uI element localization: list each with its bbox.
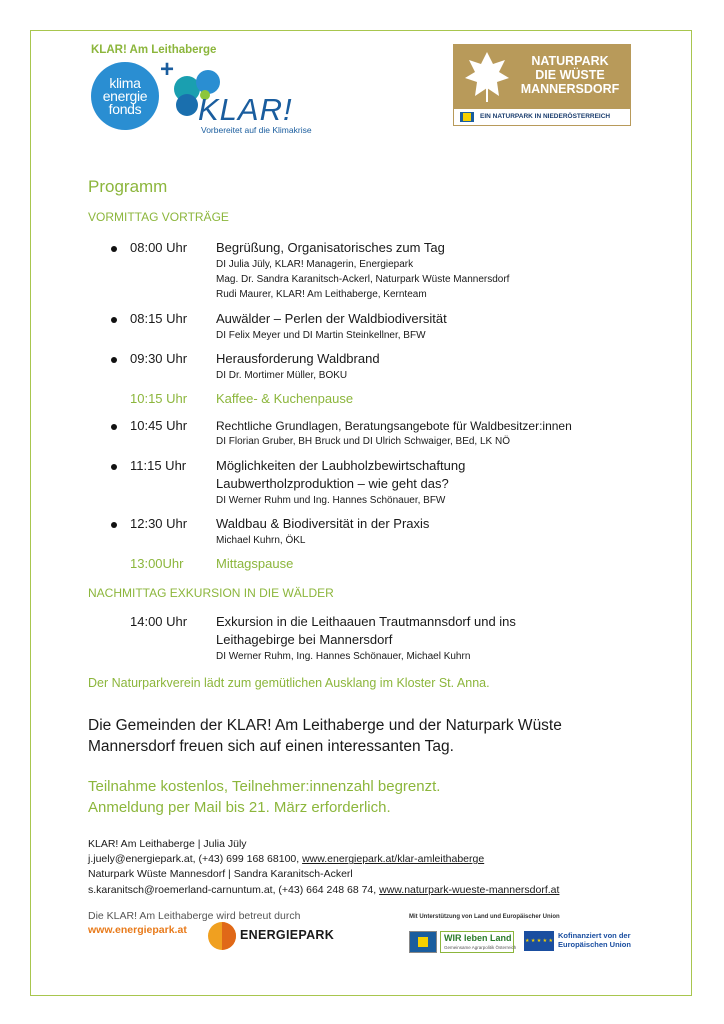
eu-cofinanced-label: Kofinanziert von der Europäischen Union: [558, 931, 631, 949]
item-title: Herausforderung Waldbrand: [216, 351, 380, 366]
time-0930: 09:30 Uhr: [130, 351, 188, 366]
bullet-icon: [111, 424, 117, 430]
announcement: Die Gemeinden der KLAR! Am Leithaberge und der Naturpark Wüste Mannersdorf freuen sich auf einen interessanten Tag.: [88, 717, 562, 755]
item-speaker: Michael Kuhrn, ÖKL: [216, 535, 306, 546]
bullet-icon: [111, 317, 117, 323]
bullet-icon: [111, 357, 117, 363]
item-speaker: DI Florian Gruber, BH Bruck und DI Ulrich Schwaiger, BEd, LK NÖ: [216, 436, 510, 447]
energiepark-wordmark: ENERGIEPARK: [240, 928, 335, 942]
item-speaker: DI Werner Ruhm und Ing. Hannes Schönauer, BFW: [216, 495, 446, 506]
item-speaker: Mag. Dr. Sandra Karanitsch-Ackerl, Naturpark Wüste Mannersdorf: [216, 274, 510, 285]
program-heading: Programm: [88, 177, 168, 196]
time-0815: 08:15 Uhr: [130, 311, 188, 326]
leaf-icon: [463, 50, 511, 104]
bullet-icon: [111, 246, 117, 252]
registration-info: Teilnahme kostenlos, Teilnehmer:innenzahl begrenzt. Anmeldung per Mail bis 21. März erforderlich.: [88, 778, 441, 816]
item-title: Auwälder – Perlen der Waldbiodiversität: [216, 311, 447, 326]
morning-section-label: VORMITTAG VORTRÄGE: [88, 210, 229, 224]
time-0800: 08:00 Uhr: [130, 240, 188, 255]
bullet-icon: [111, 464, 117, 470]
item-speaker: Rudi Maurer, KLAR! Am Leithaberge, Kernteam: [216, 289, 427, 300]
klar-tagline: Vorbereitet auf die Klimakrise: [201, 125, 312, 135]
time-1045: 10:45 Uhr: [130, 418, 188, 433]
excursion-title: Exkursion in die Leithaauen Trautmannsdorf und ins: [216, 614, 516, 629]
plus-icon: +: [160, 56, 175, 83]
noe-logo-icon: [409, 931, 437, 953]
item-title: Rechtliche Grundlagen, Beratungsangebote für Waldbesitzer:innen: [216, 419, 572, 433]
support-label: Mit Unterstützung von Land und Europäischer Union: [409, 914, 560, 920]
time-1015: 10:15 Uhr: [130, 391, 188, 406]
energiepark-logo-icon: [208, 922, 236, 950]
time-1115: 11:15 Uhr: [130, 458, 187, 473]
excursion-title-line2: Leithagebirge bei Mannersdorf: [216, 632, 393, 647]
eu-flag-icon: ★ ★ ★ ★ ★: [524, 931, 554, 951]
wir-leben-land-logo: WIR leben Land Gemeinsame Agrarpolitik Österreich: [440, 931, 514, 953]
noe-flag-icon: [460, 112, 474, 122]
time-1300: 13:00Uhr: [130, 556, 184, 571]
item-speaker: DI Julia Jüly, KLAR! Managerin, Energiepark: [216, 259, 414, 270]
item-speaker: DI Felix Meyer und DI Martin Steinkellner, BFW: [216, 330, 426, 341]
betreut-label: Die KLAR! Am Leithaberge wird betreut durch: [88, 910, 301, 922]
energiepark-klar-link[interactable]: www.energiepark.at/klar-amleithaberge: [302, 853, 485, 866]
coffee-break: Kaffee- & Kuchenpause: [216, 391, 354, 406]
klima-energie-fonds-logo: klima energie fonds: [91, 62, 159, 130]
closing-note: Der Naturparkverein lädt zum gemütlichen Ausklang im Kloster St. Anna.: [88, 676, 490, 690]
time-1400: 14:00 Uhr: [130, 614, 188, 629]
naturpark-link[interactable]: www.naturpark-wueste-mannersdorf.at: [379, 883, 560, 896]
afternoon-section-label: NACHMITTAG EXKURSION IN DIE WÄLDER: [88, 586, 334, 600]
item-speaker: DI Dr. Mortimer Müller, BOKU: [216, 370, 348, 381]
klar-wordmark: KLAR!: [198, 92, 293, 127]
bullet-icon: [111, 522, 117, 528]
item-title-line2: Laubwertholzproduktion – wie geht das?: [216, 476, 449, 491]
lunch-break: Mittagspause: [216, 556, 294, 571]
time-1230: 12:30 Uhr: [130, 516, 188, 531]
contact-block: KLAR! Am Leithaberge | Julia Jüly j.juely@energiepark.at, (+43) 699 168 68100, www.energiepark.at/klar-amleithaberge Naturpark Wüste Mannesdorf | Sandra Karanitsch-Ackerl s.karanitsch@roemerland-carnuntum.at, (+43) 664 248 68 74, www.naturpark-wueste-mannersdorf.at: [88, 838, 560, 896]
excursion-speakers: DI Werner Ruhm, Ing. Hannes Schönauer, Michael Kuhrn: [216, 651, 471, 662]
item-title: Begrüßung, Organisatorisches zum Tag: [216, 240, 445, 255]
item-title: Waldbau & Biodiversität in der Praxis: [216, 516, 430, 531]
energiepark-url[interactable]: www.energiepark.at: [88, 924, 187, 936]
klar-leithaberge-label: KLAR! Am Leithaberge: [91, 44, 217, 56]
item-title: Möglichkeiten der Laubholzbewirtschaftung: [216, 458, 466, 473]
naturpark-logo: NATURPARK DIE WÜSTE MANNERSDORF EIN NATURPARK IN NIEDERÖSTERREICH: [453, 44, 631, 126]
